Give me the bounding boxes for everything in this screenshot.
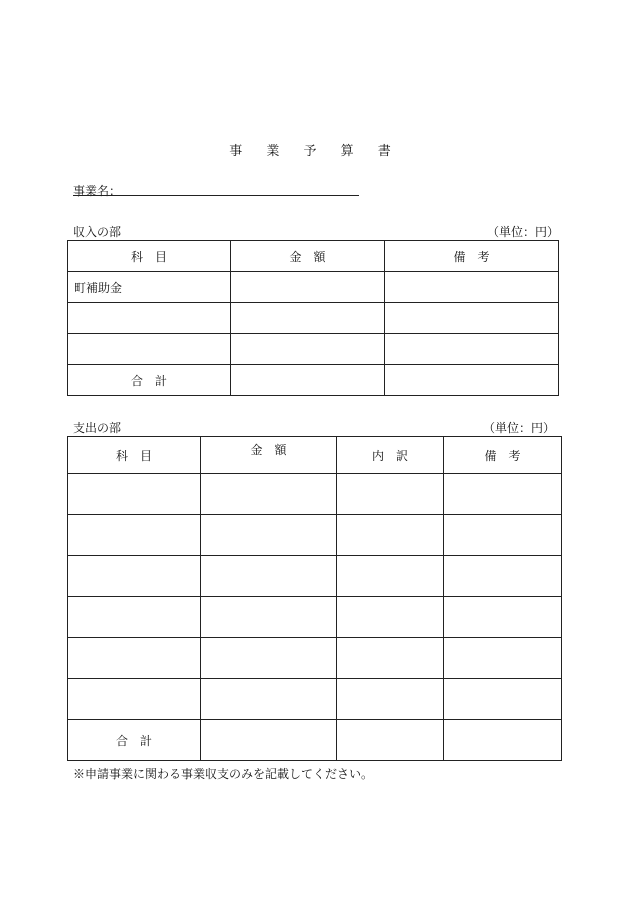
expense-cell-amount — [201, 597, 337, 638]
expense-cell-remarks — [444, 638, 562, 679]
expense-cell-breakdown — [337, 474, 444, 515]
income-section-label: 収入の部 — [73, 225, 122, 239]
expense-cell-amount — [201, 515, 337, 556]
expense-cell-remarks — [444, 515, 562, 556]
expense-cell-amount — [201, 556, 337, 597]
expense-cell-breakdown — [337, 556, 444, 597]
expense-cell-amount — [201, 679, 337, 720]
income-header-subject: 科 目 — [68, 241, 231, 272]
project-name-underline — [73, 195, 359, 196]
income-cell-remarks — [385, 303, 559, 334]
expense-header-row — [68, 437, 562, 474]
income-cell-subject — [68, 303, 231, 334]
expense-cell-subject — [68, 556, 201, 597]
table-row — [68, 679, 562, 720]
expense-cell-breakdown — [337, 638, 444, 679]
income-cell-amount — [231, 303, 385, 334]
expense-total-amount — [201, 720, 337, 761]
table-row — [68, 272, 559, 303]
income-total-label: 合 計 — [68, 365, 231, 396]
expense-unit-label: （単位：円） — [483, 421, 556, 435]
expense-table — [67, 436, 562, 761]
table-row — [68, 556, 562, 597]
expense-section-label: 支出の部 — [73, 421, 122, 435]
table-row — [68, 597, 562, 638]
footnote: ※申請事業に関わる事業収支のみを記載してください。 — [73, 767, 374, 781]
table-row — [68, 303, 559, 334]
income-cell-amount — [231, 272, 385, 303]
expense-cell-amount — [201, 474, 337, 515]
expense-cell-remarks — [444, 679, 562, 720]
expense-header-subject: 科 目 — [68, 437, 201, 474]
project-name-label: 事業名： — [73, 184, 122, 198]
expense-header-breakdown: 内 訳 — [337, 437, 444, 474]
expense-header-amount: 金 額 — [201, 437, 337, 474]
income-cell-remarks — [385, 334, 559, 365]
expense-total-row — [68, 720, 562, 761]
expense-cell-amount — [201, 638, 337, 679]
income-header-row — [68, 241, 559, 272]
expense-cell-remarks — [444, 597, 562, 638]
expense-cell-subject — [68, 515, 201, 556]
expense-cell-remarks — [444, 474, 562, 515]
expense-cell-breakdown — [337, 515, 444, 556]
income-cell-subject: 町補助金 — [68, 272, 231, 303]
table-row — [68, 515, 562, 556]
table-row — [68, 638, 562, 679]
income-table — [67, 240, 559, 396]
expense-cell-breakdown — [337, 679, 444, 720]
income-header-remarks: 備 考 — [385, 241, 559, 272]
expense-cell-breakdown — [337, 597, 444, 638]
income-total-remarks — [385, 365, 559, 396]
expense-total-remarks — [444, 720, 562, 761]
income-cell-remarks — [385, 272, 559, 303]
expense-cell-subject — [68, 638, 201, 679]
expense-header-remarks: 備 考 — [444, 437, 562, 474]
table-row — [68, 334, 559, 365]
expense-cell-subject — [68, 679, 201, 720]
expense-cell-subject — [68, 474, 201, 515]
income-cell-subject — [68, 334, 231, 365]
income-total-amount — [231, 365, 385, 396]
income-total-row — [68, 365, 559, 396]
expense-cell-remarks — [444, 556, 562, 597]
income-header-amount: 金 額 — [231, 241, 385, 272]
expense-total-label: 合 計 — [68, 720, 201, 761]
income-unit-label: （単位：円） — [487, 225, 560, 239]
table-row — [68, 474, 562, 515]
income-cell-amount — [231, 334, 385, 365]
expense-cell-subject — [68, 597, 201, 638]
document-title: 事 業 予 算 書 — [229, 144, 401, 159]
expense-total-breakdown — [337, 720, 444, 761]
